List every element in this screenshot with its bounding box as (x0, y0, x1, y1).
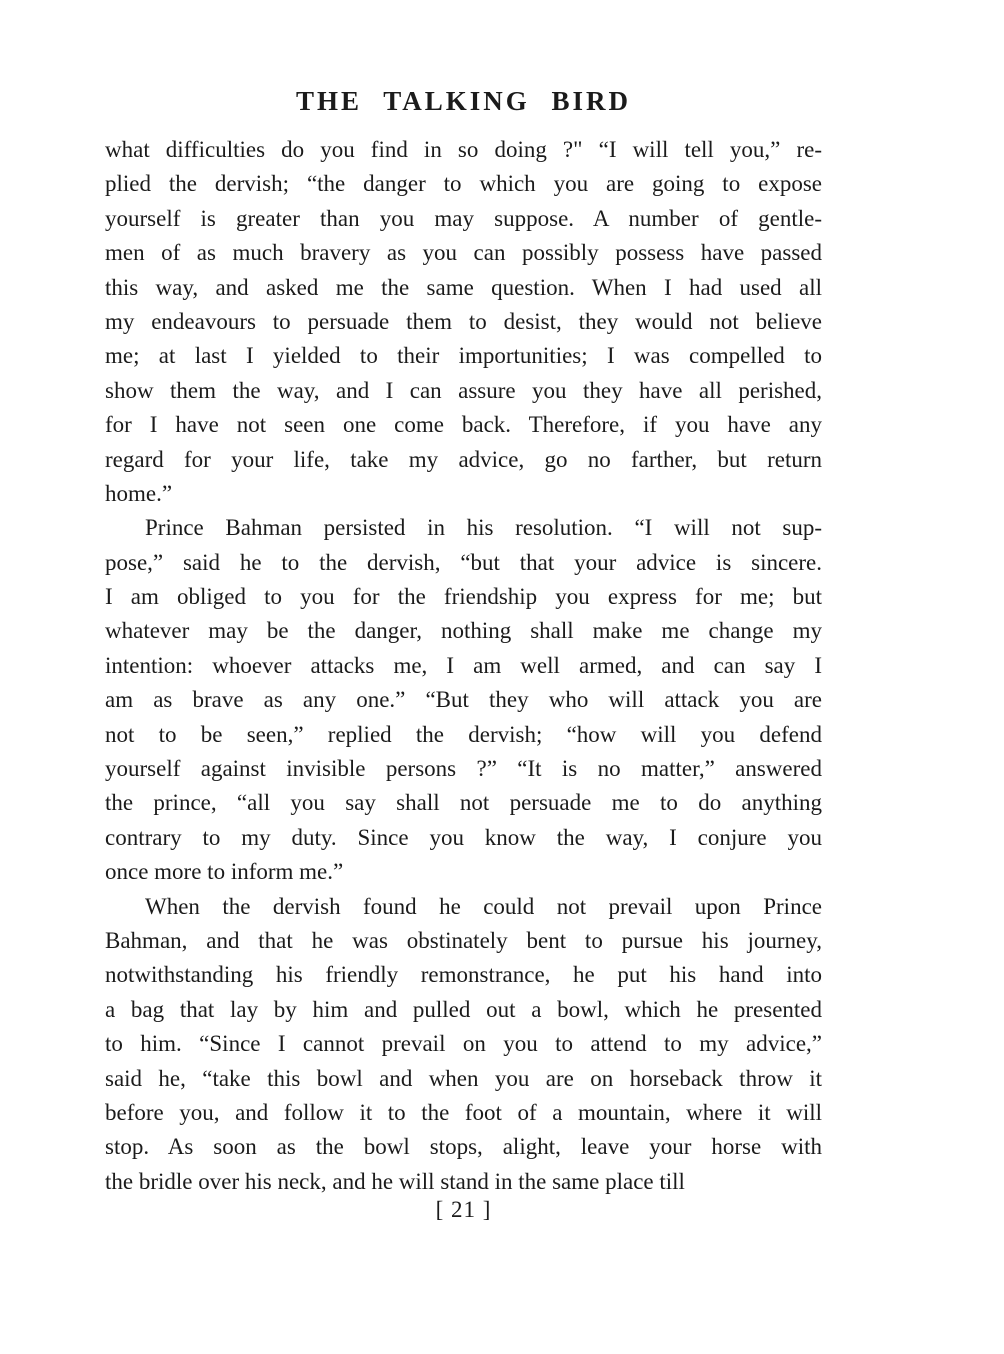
text-line: not to be seen,” replied the dervish; “how will you defend (105, 721, 822, 747)
text-block (105, 133, 822, 1199)
text-line: me; at last I yielded to their importunities; I was compelled to (105, 343, 822, 369)
text-line: to him. “Since I cannot prevail on you to attend to my advice,” (105, 1031, 822, 1057)
text-line: regard for your life, take my advice, go no farther, but return (105, 446, 822, 472)
text-line: this way, and asked me the same question. When I had used all (105, 274, 822, 300)
text-line: am as brave as any one.” “But they who will attack you are (105, 687, 822, 713)
text-line: men of as much bravery as you can possibly possess have passed (105, 240, 822, 266)
text-line: show them the way, and I can assure you they have all perished, (105, 377, 822, 403)
text-line: once more to inform me.” (105, 859, 344, 885)
text-line: my endeavours to persuade them to desist, they would not believe (105, 308, 822, 334)
text-line: notwithstanding his friendly remonstrance, he put his hand into (105, 962, 822, 988)
text-line: contrary to my duty. Since you know the way, I conjure you (105, 824, 822, 850)
text-line: whatever may be the danger, nothing shall make me change my (105, 618, 822, 644)
paragraph (105, 890, 822, 1200)
text-line: before you, and follow it to the foot of a mountain, where it will (105, 1099, 822, 1125)
text-line: Bahman, and that he was obstinately bent to pursue his journey, (105, 927, 822, 953)
text-line: I am obliged to you for the friendship you express for me; but (105, 584, 822, 610)
text-line: the prince, “all you say shall not persuade me to do anything (105, 790, 822, 816)
text-line: said he, “take this bowl and when you are on horseback throw it (105, 1065, 822, 1091)
text-line: intention: whoever attacks me, I am well armed, and can say I (105, 652, 822, 678)
text-line: stop. As soon as the bowl stops, alight, leave your horse with (105, 1134, 822, 1160)
text-line: the bridle over his neck, and he will stand in the same place till (105, 1168, 685, 1194)
text-line: plied the dervish; “the danger to which you are going to expose (105, 171, 822, 197)
text-line: home.” (105, 480, 173, 506)
text-line: Prince Bahman persisted in his resolution. “I will not sup- (145, 515, 822, 541)
text-line: a bag that lay by him and pulled out a bowl, which he presented (105, 996, 822, 1022)
paragraph (105, 133, 822, 511)
text-line: for I have not seen one come back. Therefore, if you have any (105, 412, 822, 438)
text-line: what difficulties do you find in so doing ?" “I will tell you,” re- (105, 137, 822, 162)
text-line: yourself is greater than you may suppose. A number of gentle- (105, 205, 822, 231)
text-line: When the dervish found he could not prevail upon Prince (145, 893, 822, 919)
text-line: pose,” said he to the dervish, “but that your advice is sincere. (105, 549, 822, 575)
paragraph (105, 511, 822, 889)
page-heading: THE TALKING BIRD (295, 86, 632, 116)
text-line: yourself against invisible persons ?” “It is no matter,” answered (105, 756, 822, 782)
page-number: [ 21 ] (435, 1197, 492, 1222)
